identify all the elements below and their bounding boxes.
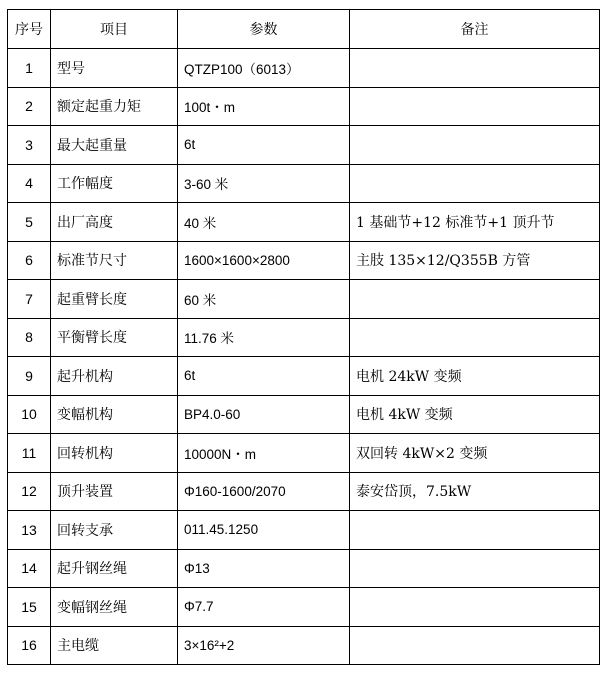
row-param: BP4.0-60 <box>178 395 350 434</box>
table-row <box>8 126 600 165</box>
row-note <box>350 49 600 88</box>
row-number: 16 <box>8 626 51 665</box>
row-note: 1 基础节+12 标准节+1 顶升节 <box>350 203 600 242</box>
row-number: 3 <box>8 126 51 165</box>
table-row <box>8 87 600 126</box>
table-row <box>8 241 600 280</box>
row-param: Φ160-1600/2070 <box>178 472 350 511</box>
row-item: 回转支承 <box>51 511 178 550</box>
table-row <box>8 588 600 627</box>
table-row <box>8 203 600 242</box>
row-param: 1600×1600×2800 <box>178 241 350 280</box>
table-row <box>8 626 600 665</box>
header-item: 项目 <box>51 10 178 49</box>
row-item: 回转机构 <box>51 434 178 473</box>
table-row <box>8 164 600 203</box>
row-item: 变幅机构 <box>51 395 178 434</box>
table-row <box>8 434 600 473</box>
table-row <box>8 49 600 88</box>
row-item: 起升钢丝绳 <box>51 549 178 588</box>
row-note: 主肢 135×12/Q355B 方管 <box>350 241 600 280</box>
table-row <box>8 472 600 511</box>
row-number: 6 <box>8 241 51 280</box>
row-number: 9 <box>8 357 51 396</box>
row-item: 起升机构 <box>51 357 178 396</box>
row-note: 电机 4kW 变频 <box>350 395 600 434</box>
row-param: 10000N・m <box>178 434 350 473</box>
row-note <box>350 511 600 550</box>
row-param: 40 米 <box>178 203 350 242</box>
table-body <box>8 49 600 665</box>
row-note <box>350 626 600 665</box>
spec-table <box>7 9 600 665</box>
row-note <box>350 549 600 588</box>
row-param: QTZP100（6013） <box>178 49 350 88</box>
row-item: 起重臂长度 <box>51 280 178 319</box>
table-row <box>8 395 600 434</box>
row-number: 2 <box>8 87 51 126</box>
row-note: 双回转 4kW×2 变频 <box>350 434 600 473</box>
row-note <box>350 280 600 319</box>
row-param: 3-60 米 <box>178 164 350 203</box>
row-note <box>350 318 600 357</box>
row-item: 工作幅度 <box>51 164 178 203</box>
row-note: 泰安岱顶，7.5kW <box>350 472 600 511</box>
row-item: 平衡臂长度 <box>51 318 178 357</box>
table-row <box>8 511 600 550</box>
row-param: 011.45.1250 <box>178 511 350 550</box>
header-note: 备注 <box>350 10 600 49</box>
row-param: 11.76 米 <box>178 318 350 357</box>
header-no: 序号 <box>8 10 51 49</box>
row-note <box>350 588 600 627</box>
row-item: 最大起重量 <box>51 126 178 165</box>
row-number: 11 <box>8 434 51 473</box>
row-item: 主电缆 <box>51 626 178 665</box>
row-item: 变幅钢丝绳 <box>51 588 178 627</box>
row-item: 额定起重力矩 <box>51 87 178 126</box>
table-header-row <box>8 10 600 49</box>
row-param: 60 米 <box>178 280 350 319</box>
table-row <box>8 280 600 319</box>
row-number: 15 <box>8 588 51 627</box>
table-row <box>8 357 600 396</box>
row-note <box>350 164 600 203</box>
row-param: 100t・m <box>178 87 350 126</box>
row-param: 6t <box>178 357 350 396</box>
row-item: 出厂高度 <box>51 203 178 242</box>
row-item: 型号 <box>51 49 178 88</box>
row-number: 10 <box>8 395 51 434</box>
row-item: 标准节尺寸 <box>51 241 178 280</box>
table-row <box>8 318 600 357</box>
row-number: 14 <box>8 549 51 588</box>
header-param: 参数 <box>178 10 350 49</box>
row-param: 6t <box>178 126 350 165</box>
row-param: 3×16²+2 <box>178 626 350 665</box>
row-number: 8 <box>8 318 51 357</box>
row-note <box>350 87 600 126</box>
row-number: 13 <box>8 511 51 550</box>
table-row <box>8 549 600 588</box>
row-note: 电机 24kW 变频 <box>350 357 600 396</box>
row-note <box>350 126 600 165</box>
row-number: 12 <box>8 472 51 511</box>
row-param: Φ13 <box>178 549 350 588</box>
row-param: Φ7.7 <box>178 588 350 627</box>
row-number: 7 <box>8 280 51 319</box>
row-item: 顶升装置 <box>51 472 178 511</box>
row-number: 4 <box>8 164 51 203</box>
row-number: 1 <box>8 49 51 88</box>
row-number: 5 <box>8 203 51 242</box>
